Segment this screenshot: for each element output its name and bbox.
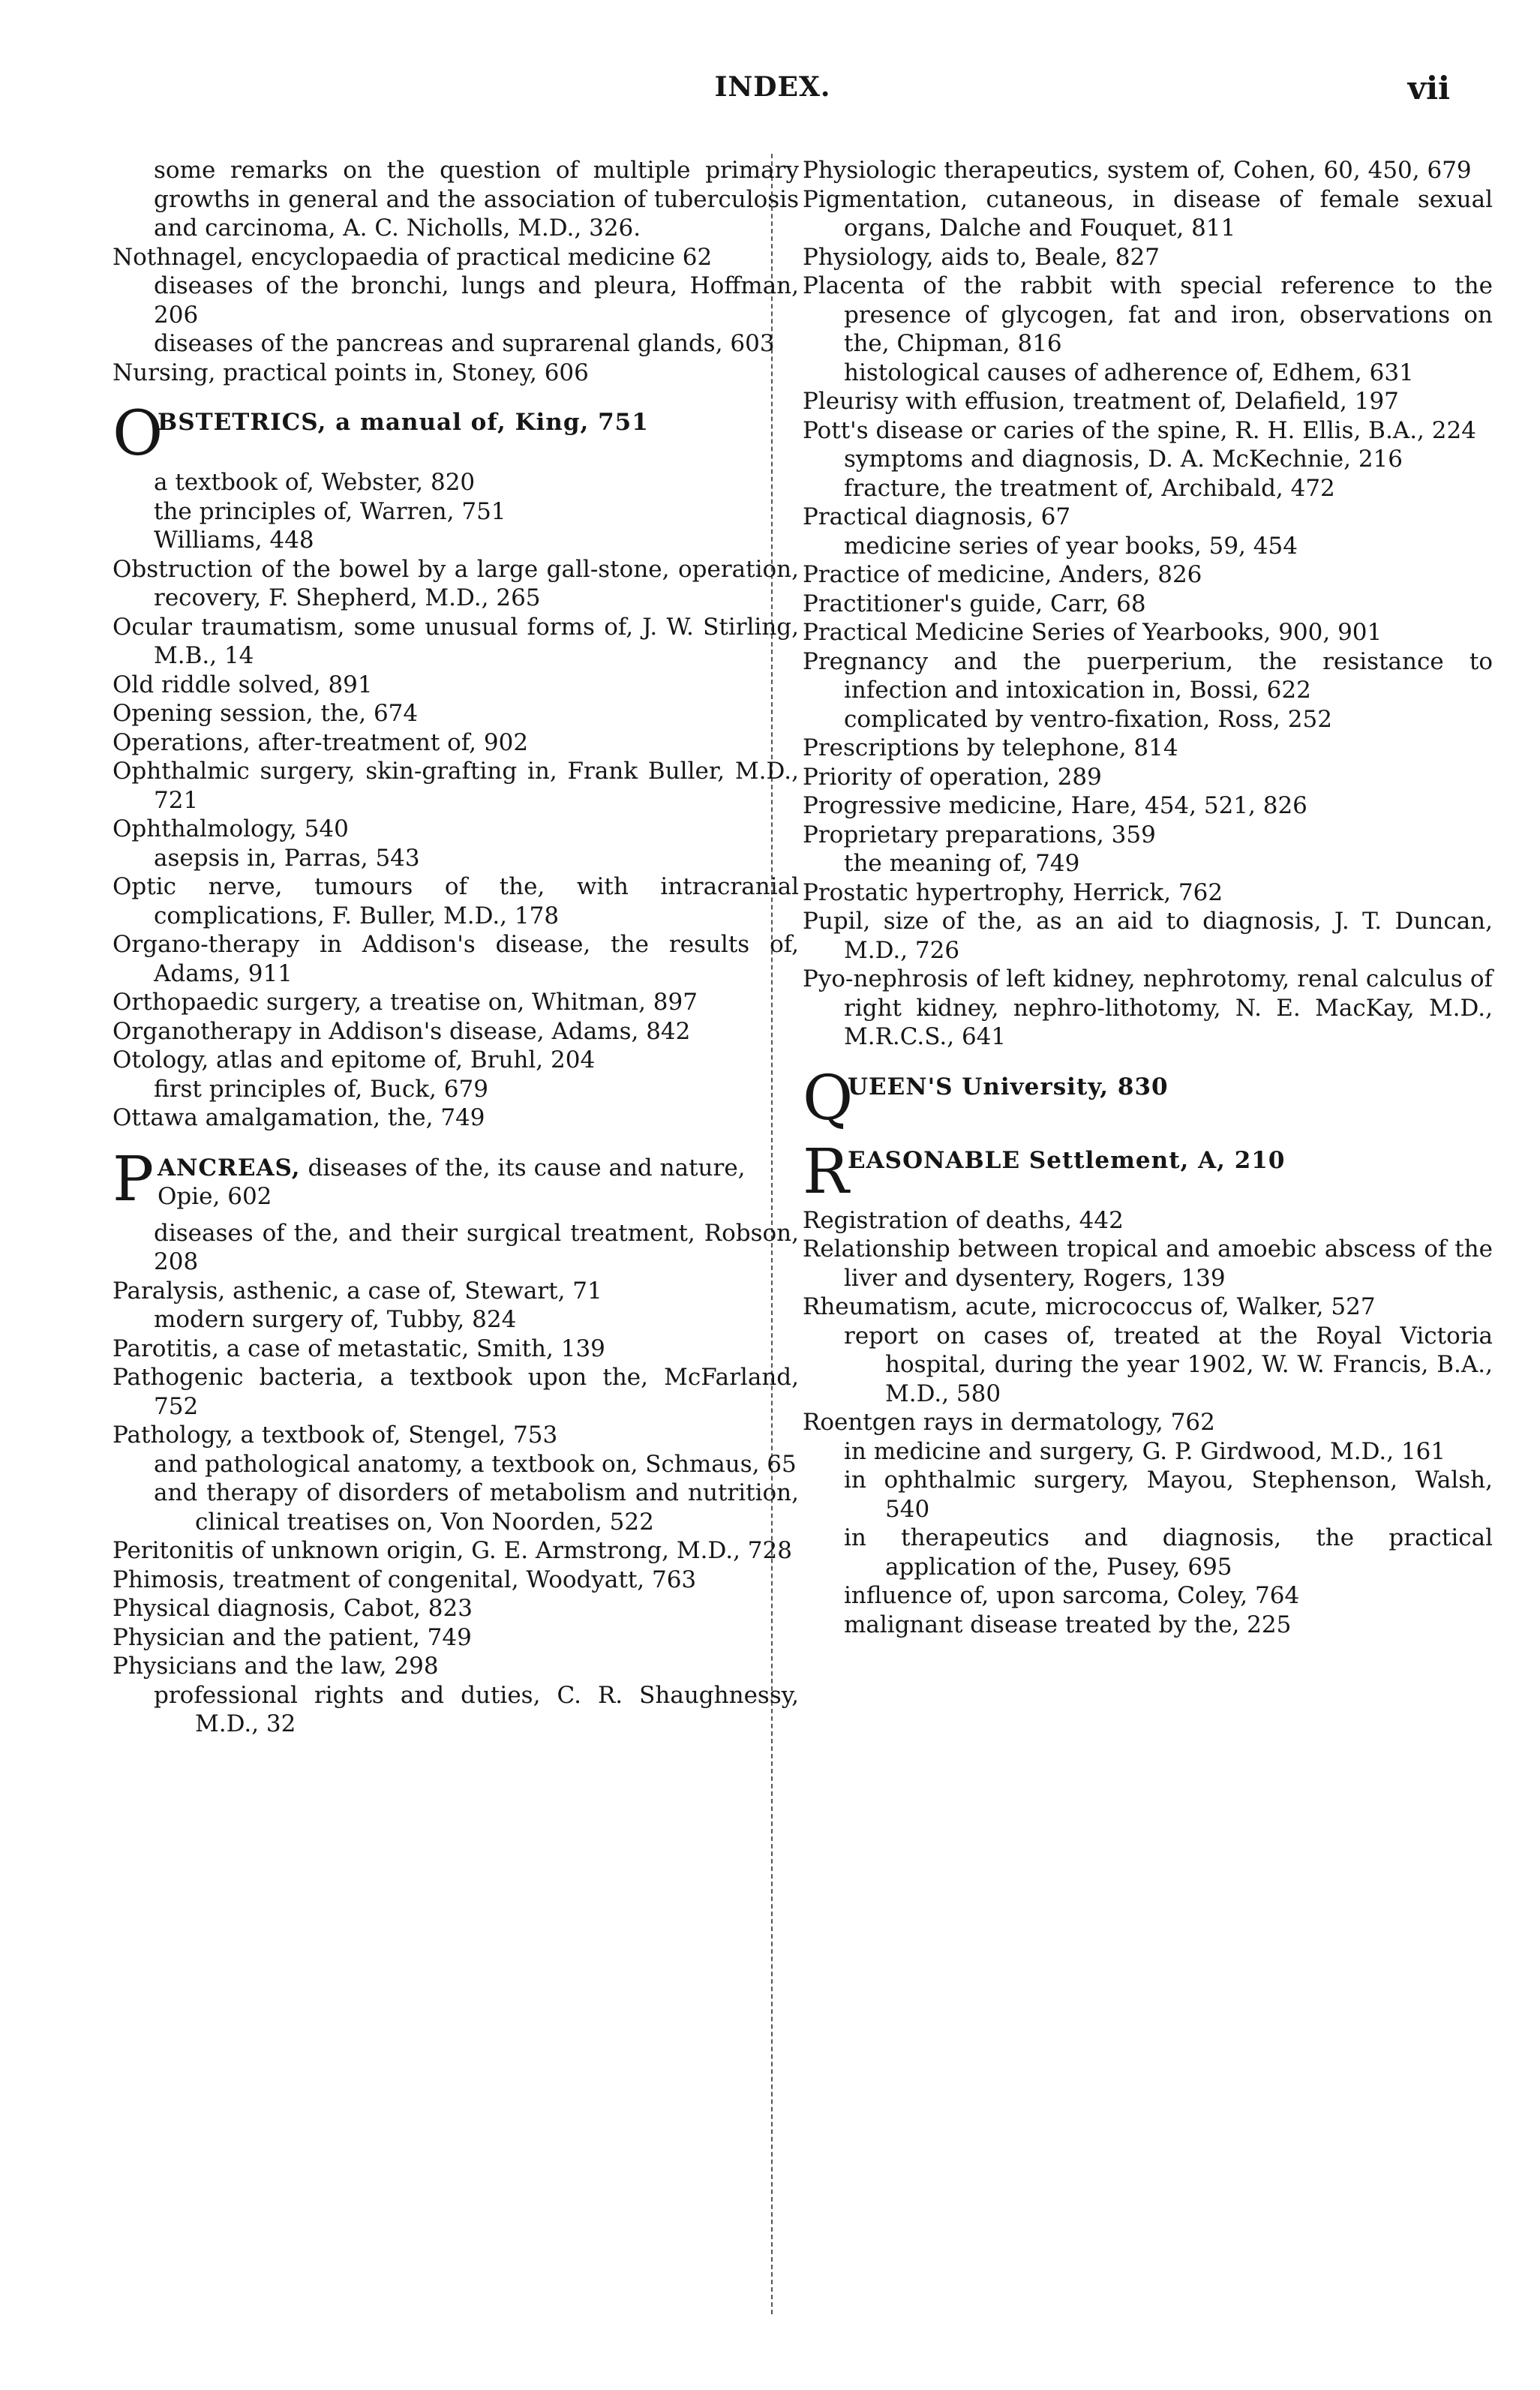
index-entry: a textbook of, Webster, 820: [154, 469, 476, 496]
index-entry: Registration of deaths, 442: [803, 1206, 1124, 1234]
section-lead: BSTETRICS, a manual of, King, 751: [158, 409, 649, 436]
index-entry: symptoms and diagnosis, D. A. McKechnie, 216: [844, 446, 1403, 473]
index-entry: Practical diagnosis, 67: [803, 503, 1071, 530]
index-entry: influence of, upon sarcoma, Coley, 764: [844, 1582, 1300, 1609]
section-heading-o: [113, 398, 799, 470]
index-entry: Peritonitis of unknown origin, G. E. Armstrong, M.D., 728: [113, 1537, 792, 1564]
index-entry: Paralysis, asthenic, a case of, Stewart, 71: [113, 1277, 602, 1305]
index-entry: Pyo-nephrosis of left kidney, nephrotomy, renal calculus of right kidney, nephro-lithotomy, N. E. MacKay, M.D., M.R.C.S., 641: [803, 965, 1493, 1050]
index-entry: Phimosis, treatment of congenital, Woodyatt, 763: [113, 1566, 697, 1593]
index-entry: Priority of operation, 289: [803, 763, 1102, 791]
index-entry: Practical Medicine Series of Yearbooks, 900, 901: [803, 619, 1382, 646]
entry-list: [113, 1219, 799, 1739]
index-entry: diseases of the, and their surgical treatment, Robson, 208: [154, 1219, 799, 1275]
index-entry: Otology, atlas and epitome of, Bruhl, 204: [113, 1046, 596, 1073]
index-entry: Parotitis, a case of metastatic, Smith, 139: [113, 1335, 605, 1362]
entry-list: [113, 468, 799, 1133]
entry-list: [113, 156, 799, 387]
index-entry: in medicine and surgery, G. P. Girdwood, M.D., 161: [844, 1437, 1446, 1465]
index-entry: diseases of the pancreas and suprarenal glands, 603: [154, 330, 775, 357]
index-entry: Organotherapy in Addison's disease, Adams, 842: [113, 1017, 691, 1045]
index-entry: Williams, 448: [154, 527, 314, 554]
index-entry: Pigmentation, cutaneous, in disease of female sexual organs, Dalche and Fouquet, 811: [803, 185, 1493, 242]
index-entry: first principles of, Buck, 679: [154, 1075, 488, 1103]
section-lead-rest: diseases of the, its cause and nature, Opie, 602: [158, 1154, 746, 1210]
section-heading-q: [803, 1062, 1493, 1134]
running-header-title: INDEX.: [714, 71, 831, 103]
index-entry: Pregnancy and the puerperium, the resistance to infection and intoxication in, Bossi, 622: [803, 647, 1493, 704]
index-entry: fracture, the treatment of, Archibald, 472: [844, 474, 1335, 502]
index-entry: complicated by ventro-fixation, Ross, 252: [844, 705, 1332, 733]
drop-cap-letter: R: [803, 1136, 849, 1208]
drop-cap-letter: Q: [803, 1062, 854, 1134]
index-entry: Pleurisy with effusion, treatment of, Delafield, 197: [803, 388, 1399, 415]
index-entry: Pathogenic bacteria, a textbook upon the, McFarland, 752: [113, 1364, 799, 1420]
index-entry: in therapeutics and diagnosis, the practical application of the, Pusey, 695: [844, 1524, 1493, 1581]
index-entry: Placenta of the rabbit with special reference to the presence of glycogen, fat and iron, observations on the, Chipman, 816: [803, 272, 1493, 357]
index-entry: and therapy of disorders of metabolism and nutrition, clinical treatises on, Von Noorden, 522: [154, 1479, 799, 1536]
index-entry: Practice of medicine, Anders, 826: [803, 561, 1202, 588]
page-number: vii: [1407, 70, 1450, 107]
drop-cap-letter: O: [113, 398, 164, 470]
index-entry: Ophthalmology, 540: [113, 815, 349, 842]
index-entry: report on cases of, treated at the Royal Victoria hospital, during the year 1902, W. W. Francis, B.A., M.D., 580: [844, 1322, 1493, 1407]
index-entry: medicine series of year books, 59, 454: [844, 532, 1298, 560]
index-entry: Pupil, size of the, as an aid to diagnosis, J. T. Duncan, M.D., 726: [803, 908, 1493, 964]
index-entry: Physical diagnosis, Cabot, 823: [113, 1595, 473, 1622]
index-entry: Old riddle solved, 891: [113, 671, 373, 698]
index-entry: modern surgery of, Tubby, 824: [154, 1306, 517, 1333]
entry-list: [803, 1206, 1493, 1640]
index-entry: Physiologic therapeutics, system of, Cohen, 60, 450, 679: [803, 157, 1472, 184]
index-entry: the principles of, Warren, 751: [154, 497, 506, 525]
index-entry: Opening session, the, 674: [113, 700, 419, 727]
index-entry: in ophthalmic surgery, Mayou, Stephenson, Walsh, 540: [844, 1467, 1493, 1523]
index-entry: Prostatic hypertrophy, Herrick, 762: [803, 878, 1223, 906]
index-entry: Organo-therapy in Addison's disease, the results of, Adams, 911: [113, 931, 799, 987]
right-column: [803, 156, 1493, 1639]
index-entry: Optic nerve, tumours of the, with intracranial complications, F. Buller, M.D., 178: [113, 873, 799, 929]
index-entry: Ophthalmic surgery, skin-grafting in, Frank Buller, M.D., 721: [113, 758, 799, 814]
section-heading-r: [803, 1136, 1493, 1208]
index-entry: Progressive medicine, Hare, 454, 521, 826: [803, 792, 1307, 819]
index-entry: Relationship between tropical and amoebic abscess of the liver and dysentery, Rogers, 139: [803, 1236, 1493, 1292]
section-lead: UEEN'S University, 830: [848, 1073, 1169, 1100]
index-entry: Pathology, a textbook of, Stengel, 753: [113, 1422, 558, 1449]
section-heading-p: [113, 1143, 799, 1215]
index-entry: the meaning of, 749: [844, 850, 1080, 877]
index-entry: Obstruction of the bowel by a large gall-stone, operation, recovery, F. Shepherd, M.D., 265: [113, 555, 799, 611]
section-lead: ANCREAS,: [158, 1154, 301, 1181]
index-entry: Nursing, practical points in, Stoney, 606: [113, 359, 589, 386]
index-entry: Pott's disease or caries of the spine, R. H. Ellis, B.A., 224: [803, 416, 1476, 444]
index-entry: and pathological anatomy, a textbook on, Schmaus, 65: [154, 1450, 797, 1478]
index-entry: asepsis in, Parras, 543: [154, 844, 420, 872]
index-entry: Physiology, aids to, Beale, 827: [803, 243, 1160, 271]
index-entry: Proprietary preparations, 359: [803, 821, 1156, 848]
index-entry: diseases of the bronchi, lungs and pleura, Hoffman, 206: [154, 272, 799, 329]
section-lead: EASONABLE Settlement, A, 210: [848, 1146, 1286, 1174]
index-entry: Nothnagel, encyclopaedia of practical medicine 62: [113, 243, 713, 271]
index-entry: some remarks on the question of multiple primary growths in general and the association of tuberculosis and carcinoma, A. C. Nicholls, M.D., 326.: [154, 157, 799, 242]
index-entry: Operations, after-treatment of, 902: [113, 728, 529, 756]
index-entry: Roentgen rays in dermatology, 762: [803, 1409, 1215, 1436]
index-entry: histological causes of adherence of, Edhem, 631: [844, 359, 1414, 386]
index-entry: Physicians and the law, 298: [113, 1653, 439, 1680]
index-entry: Physician and the patient, 749: [113, 1623, 472, 1651]
index-entry: professional rights and duties, C. R. Shaughnessy, M.D., 32: [154, 1681, 799, 1737]
drop-cap-letter: P: [113, 1143, 155, 1215]
index-entry: Prescriptions by telephone, 814: [803, 734, 1178, 761]
index-entry: Ocular traumatism, some unusual forms of, J. W. Stirling, M.B., 14: [113, 613, 799, 669]
left-column: [113, 156, 799, 1739]
index-entry: Rheumatism, acute, micrococcus of, Walker, 527: [803, 1293, 1376, 1320]
index-entry: Ottawa amalgamation, the, 749: [113, 1104, 485, 1131]
index-entry: malignant disease treated by the, 225: [844, 1611, 1292, 1638]
entry-list: [803, 156, 1493, 1052]
index-entry: Practitioner's guide, Carr, 68: [803, 590, 1146, 617]
index-entry: Orthopaedic surgery, a treatise on, Whitman, 897: [113, 989, 698, 1016]
